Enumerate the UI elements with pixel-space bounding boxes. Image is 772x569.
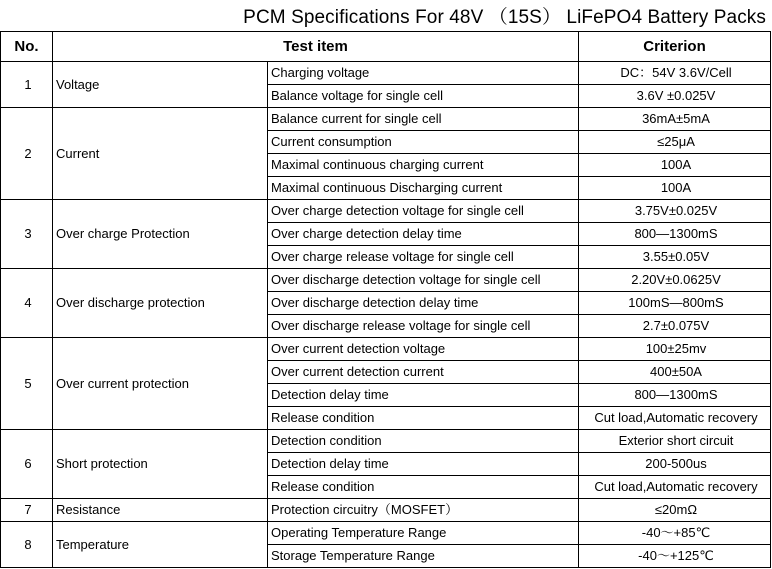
test-item-cell: Detection delay time	[268, 384, 579, 407]
category-cell: Over discharge protection	[53, 269, 268, 338]
test-item-cell: Over charge detection voltage for single cell	[268, 200, 579, 223]
criterion-cell: 36mA±5mA	[579, 108, 771, 131]
header-no: No.	[1, 32, 53, 62]
criterion-cell: Exterior short circuit	[579, 430, 771, 453]
criterion-cell: 400±50A	[579, 361, 771, 384]
criterion-cell: DC：54V 3.6V/Cell	[579, 62, 771, 85]
header-test-item: Test item	[53, 32, 579, 62]
criterion-cell: 100±25mv	[579, 338, 771, 361]
row-number: 8	[1, 522, 53, 568]
category-cell: Temperature	[53, 522, 268, 568]
document-title-bar	[0, 0, 772, 31]
header-row	[1, 32, 771, 62]
test-item-cell: Maximal continuous Discharging current	[268, 177, 579, 200]
test-item-cell: Operating Temperature Range	[268, 522, 579, 545]
test-item-cell: Over current detection current	[268, 361, 579, 384]
criterion-cell: 100A	[579, 154, 771, 177]
test-item-cell: Storage Temperature Range	[268, 545, 579, 568]
category-cell: Current	[53, 108, 268, 200]
test-item-cell: Balance current for single cell	[268, 108, 579, 131]
spec-body	[1, 62, 771, 568]
criterion-cell: 2.20V±0.0625V	[579, 269, 771, 292]
test-item-cell: Over discharge detection delay time	[268, 292, 579, 315]
criterion-cell: ≤25μA	[579, 131, 771, 154]
spec-table	[0, 31, 771, 568]
criterion-cell: ≤20mΩ	[579, 499, 771, 522]
row-number: 1	[1, 62, 53, 108]
table-row	[1, 200, 771, 223]
test-item-cell: Release condition	[268, 407, 579, 430]
category-cell: Voltage	[53, 62, 268, 108]
test-item-cell: Over discharge release voltage for single cell	[268, 315, 579, 338]
criterion-cell: 3.6V ±0.025V	[579, 85, 771, 108]
category-cell: Short protection	[53, 430, 268, 499]
table-row	[1, 269, 771, 292]
test-item-cell: Over charge detection delay time	[268, 223, 579, 246]
test-item-cell: Current consumption	[268, 131, 579, 154]
criterion-cell: 3.55±0.05V	[579, 246, 771, 269]
test-item-cell: Over discharge detection voltage for single cell	[268, 269, 579, 292]
criterion-cell: 800—1300mS	[579, 223, 771, 246]
test-item-cell: Over charge release voltage for single cell	[268, 246, 579, 269]
criterion-cell: 100mS—800mS	[579, 292, 771, 315]
criterion-cell: -40～+85℃	[579, 522, 771, 545]
row-number: 3	[1, 200, 53, 269]
table-row	[1, 430, 771, 453]
test-item-cell: Balance voltage for single cell	[268, 85, 579, 108]
row-number: 6	[1, 430, 53, 499]
row-number: 2	[1, 108, 53, 200]
test-item-cell: Protection circuitry（MOSFET）	[268, 499, 579, 522]
row-number: 7	[1, 499, 53, 522]
test-item-cell: Detection condition	[268, 430, 579, 453]
test-item-cell: Over current detection voltage	[268, 338, 579, 361]
table-row	[1, 522, 771, 545]
criterion-cell: 200-500us	[579, 453, 771, 476]
criterion-cell: 3.75V±0.025V	[579, 200, 771, 223]
criterion-cell: 2.7±0.075V	[579, 315, 771, 338]
test-item-cell: Release condition	[268, 476, 579, 499]
criterion-cell: 800—1300mS	[579, 384, 771, 407]
criterion-cell: Cut load,Automatic recovery	[579, 407, 771, 430]
category-cell: Over current protection	[53, 338, 268, 430]
table-row	[1, 108, 771, 131]
test-item-cell: Maximal continuous charging current	[268, 154, 579, 177]
category-cell: Over charge Protection	[53, 200, 268, 269]
test-item-cell: Charging voltage	[268, 62, 579, 85]
criterion-cell: Cut load,Automatic recovery	[579, 476, 771, 499]
category-cell: Resistance	[53, 499, 268, 522]
test-item-cell: Detection delay time	[268, 453, 579, 476]
row-number: 4	[1, 269, 53, 338]
header-criterion: Criterion	[579, 32, 771, 62]
table-row	[1, 499, 771, 522]
table-row	[1, 62, 771, 85]
document-title: PCM Specifications For 48V （15S） LiFePO4 Battery Packs	[243, 7, 766, 28]
row-number: 5	[1, 338, 53, 430]
criterion-cell: 100A	[579, 177, 771, 200]
table-row	[1, 338, 771, 361]
criterion-cell: -40～+125℃	[579, 545, 771, 568]
